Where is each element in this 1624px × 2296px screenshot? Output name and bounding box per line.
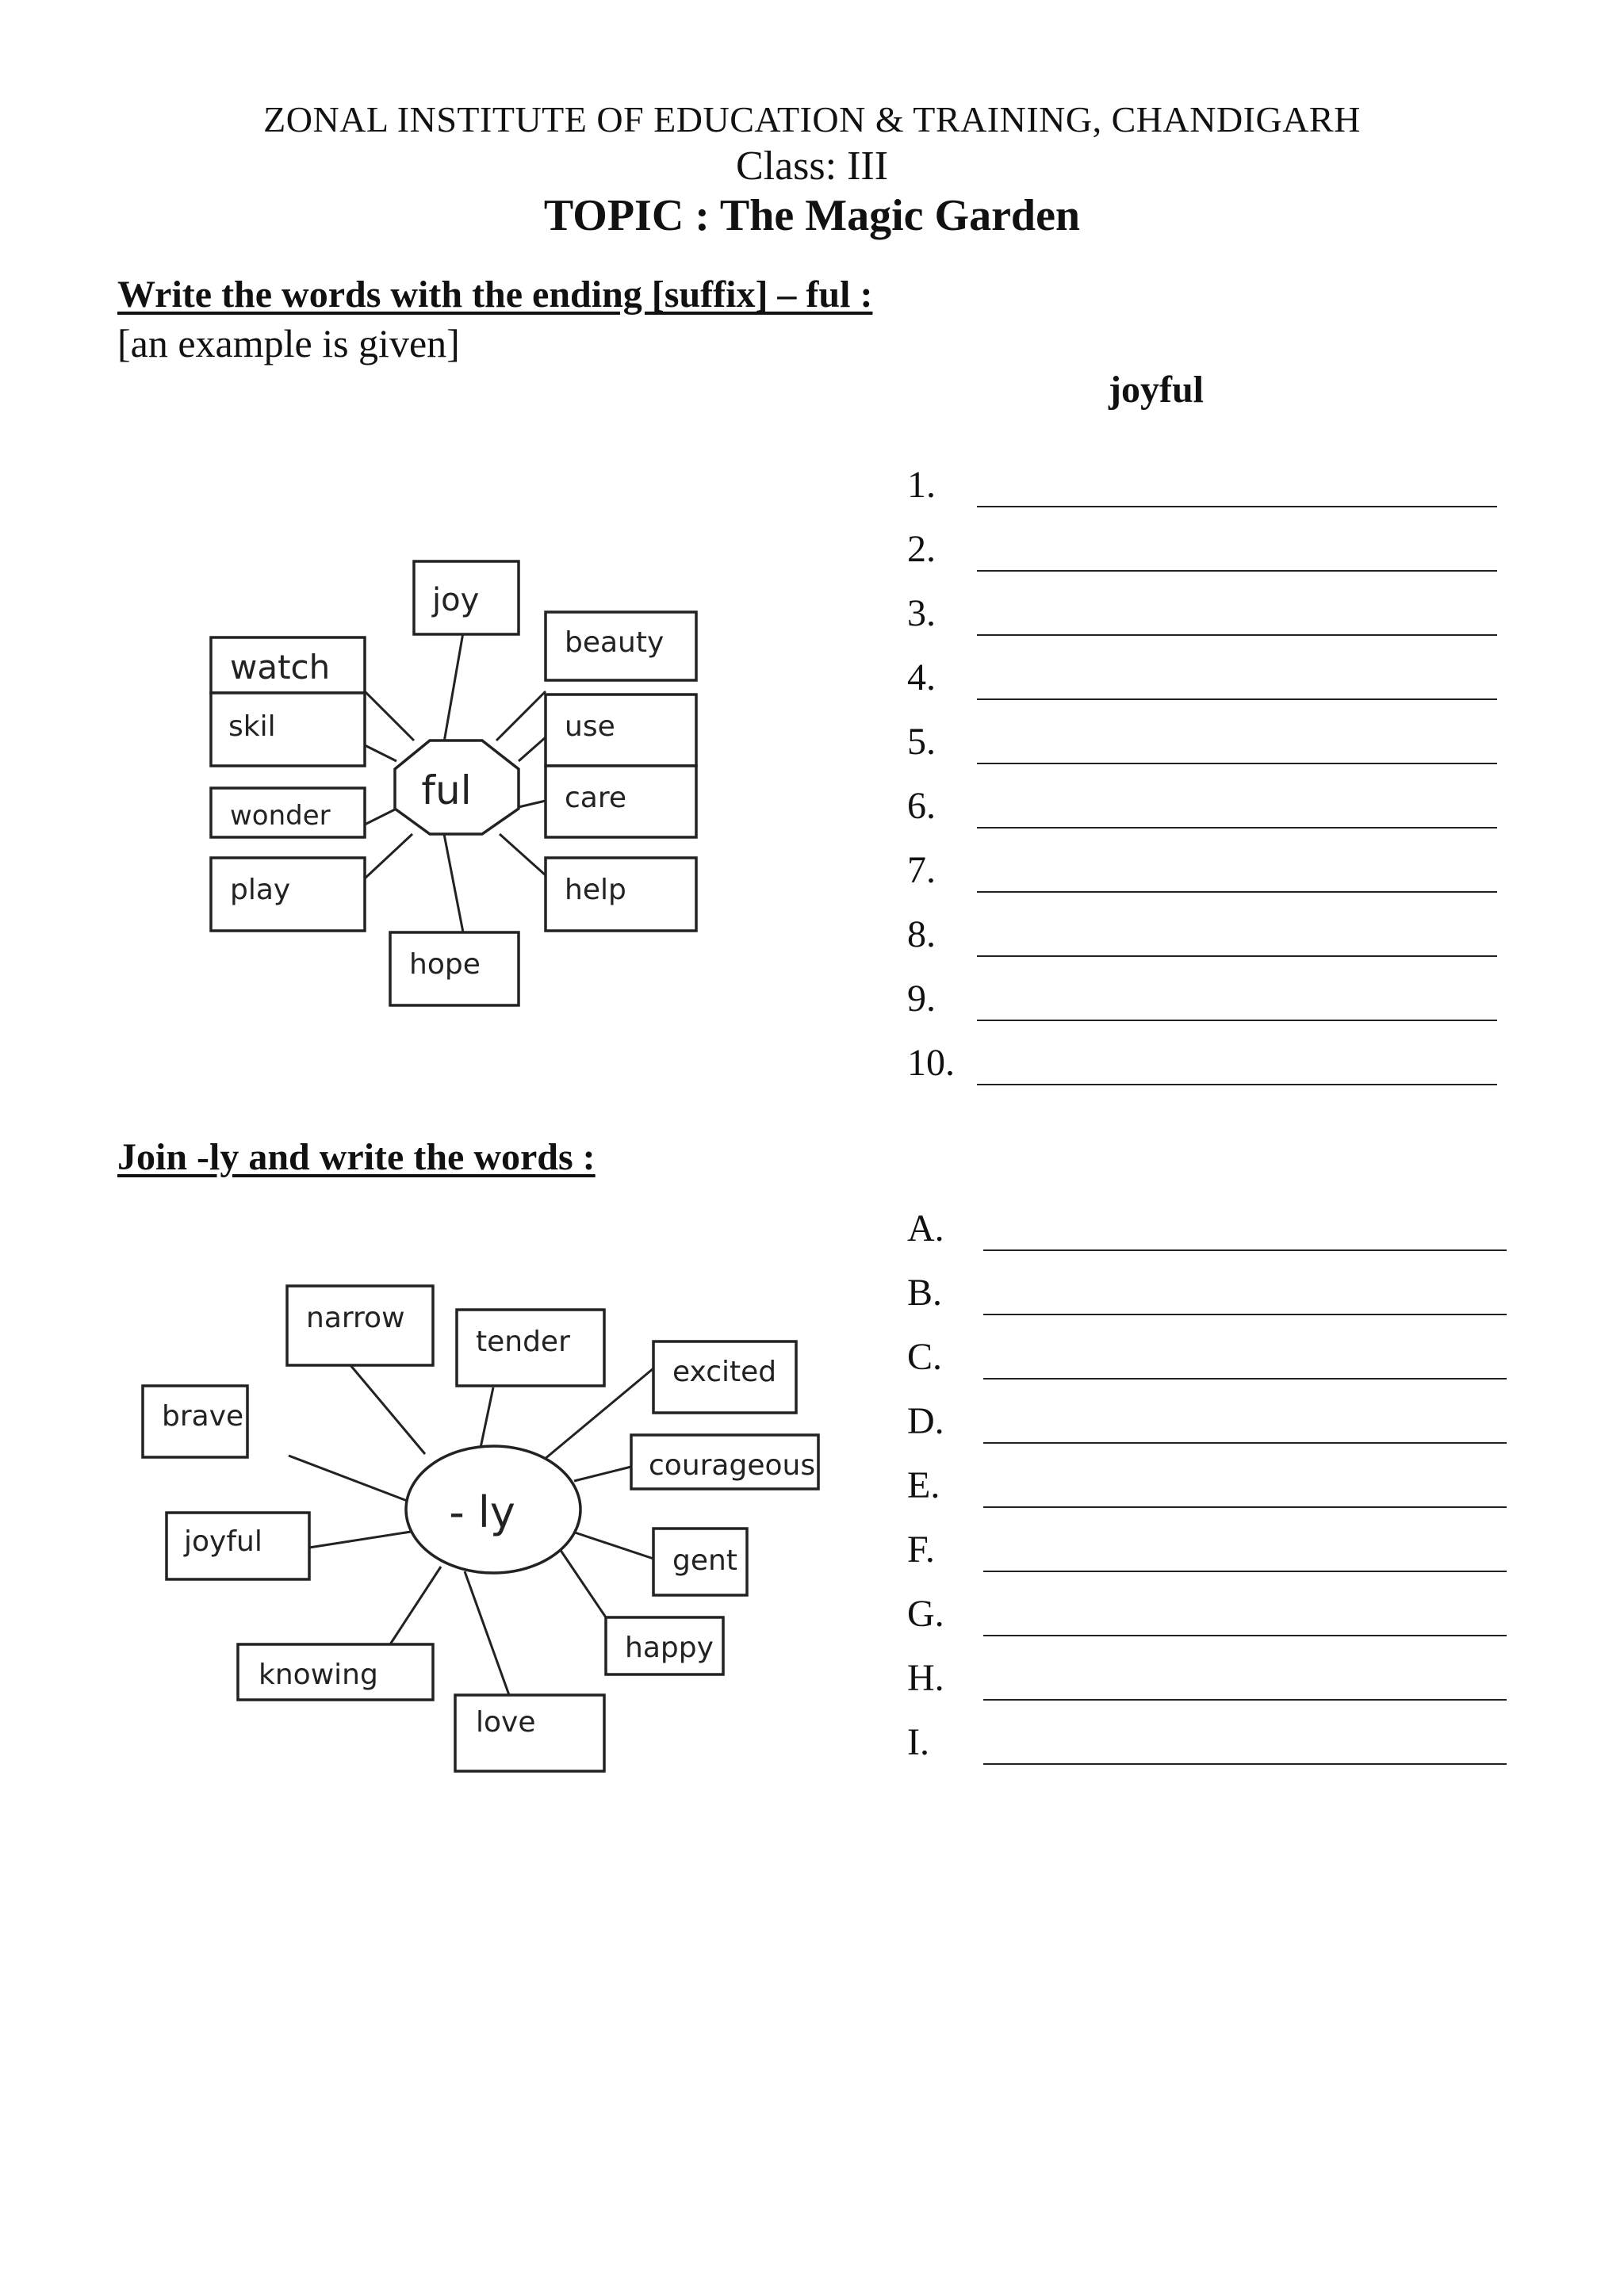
ly-answer-blank[interactable] xyxy=(983,1763,1507,1765)
ly-word-knowing: knowing xyxy=(259,1659,378,1691)
ly-answer-row xyxy=(907,1592,1507,1640)
ly-answer-blank[interactable] xyxy=(983,1506,1507,1508)
ful-answer-number: 1. xyxy=(907,464,936,506)
ly-answer-blank[interactable] xyxy=(983,1699,1507,1701)
ful-answer-number: 6. xyxy=(907,785,936,827)
ful-word-watch: watch xyxy=(230,648,331,687)
ful-word-beauty: beauty xyxy=(565,626,665,659)
ly-answer-row xyxy=(907,1399,1507,1447)
ful-word-skil: skil xyxy=(228,710,276,743)
ly-answer-row xyxy=(907,1656,1507,1704)
ly-word-love: love xyxy=(476,1706,536,1739)
ly-answer-letter: E. xyxy=(907,1464,940,1506)
ful-word-joy: joy xyxy=(432,582,480,618)
ly-word-narrow: narrow xyxy=(306,1302,405,1334)
ful-answer-number: 9. xyxy=(907,978,936,1020)
ly-answer-blank[interactable] xyxy=(983,1635,1507,1636)
ly-center-label: - ly xyxy=(449,1487,515,1537)
ful-answer-number: 8. xyxy=(907,913,936,955)
ly-answer-blank[interactable] xyxy=(983,1571,1507,1572)
ly-answer-letter: C. xyxy=(907,1336,943,1378)
ful-example-word: joyful xyxy=(1109,369,1204,411)
ful-section-title: Write the words with the ending [suffix] – ful : xyxy=(117,274,873,316)
ly-word-excited: excited xyxy=(672,1356,777,1388)
ly-word-tender: tender xyxy=(476,1326,570,1358)
ful-answer-number: 7. xyxy=(907,849,936,891)
ly-answer-row xyxy=(907,1464,1507,1511)
ly-answer-row xyxy=(907,1335,1507,1383)
ly-word-joyful: joyful xyxy=(184,1525,262,1558)
ly-section-title: Join -ly and write the words : xyxy=(117,1136,596,1178)
ful-word-care: care xyxy=(565,782,627,814)
ly-word-brave: brave xyxy=(162,1400,244,1433)
ly-answer-letter: F. xyxy=(907,1529,935,1571)
ly-answer-letter: B. xyxy=(907,1272,943,1314)
ly-answer-row xyxy=(907,1271,1507,1318)
ful-answer-number: 3. xyxy=(907,592,936,634)
ful-word-play: play xyxy=(230,874,291,906)
ly-answer-letter: D. xyxy=(907,1400,944,1442)
ly-word-courageous: courageous xyxy=(649,1449,816,1482)
ful-answer-number: 10. xyxy=(907,1042,955,1084)
ful-answer-number: 4. xyxy=(907,656,936,698)
ly-answer-letter: A. xyxy=(907,1207,944,1249)
ly-answer-letter: I. xyxy=(907,1721,929,1763)
ful-word-hope: hope xyxy=(409,948,481,981)
ly-answer-blank[interactable] xyxy=(983,1314,1507,1315)
ful-center-label: ful xyxy=(421,767,472,813)
ly-answer-letter: G. xyxy=(907,1593,944,1635)
ful-answer-number: 5. xyxy=(907,721,936,763)
ly-answer-row xyxy=(907,1720,1507,1768)
ly-word-happy: happy xyxy=(625,1632,714,1664)
ful-word-help: help xyxy=(565,874,626,906)
ly-word-gent: gent xyxy=(672,1544,737,1577)
ly-answer-blank[interactable] xyxy=(983,1442,1507,1444)
ful-answer-number: 2. xyxy=(907,528,936,570)
ful-word-wonder: wonder xyxy=(230,800,331,832)
ful-word-use: use xyxy=(565,710,615,743)
class-label: Class: III xyxy=(735,144,889,189)
institute-name: ZONAL INSTITUTE OF EDUCATION & TRAINING, CHANDIGARH xyxy=(263,99,1361,140)
ly-answer-letter: H. xyxy=(907,1657,944,1699)
ful-example-note: [an example is given] xyxy=(117,321,460,365)
ly-answer-blank[interactable] xyxy=(983,1249,1507,1251)
ly-answer-row xyxy=(907,1207,1507,1254)
topic-title: TOPIC : The Magic Garden xyxy=(543,191,1081,240)
ly-answer-row xyxy=(907,1528,1507,1575)
ly-answer-blank[interactable] xyxy=(983,1378,1507,1380)
